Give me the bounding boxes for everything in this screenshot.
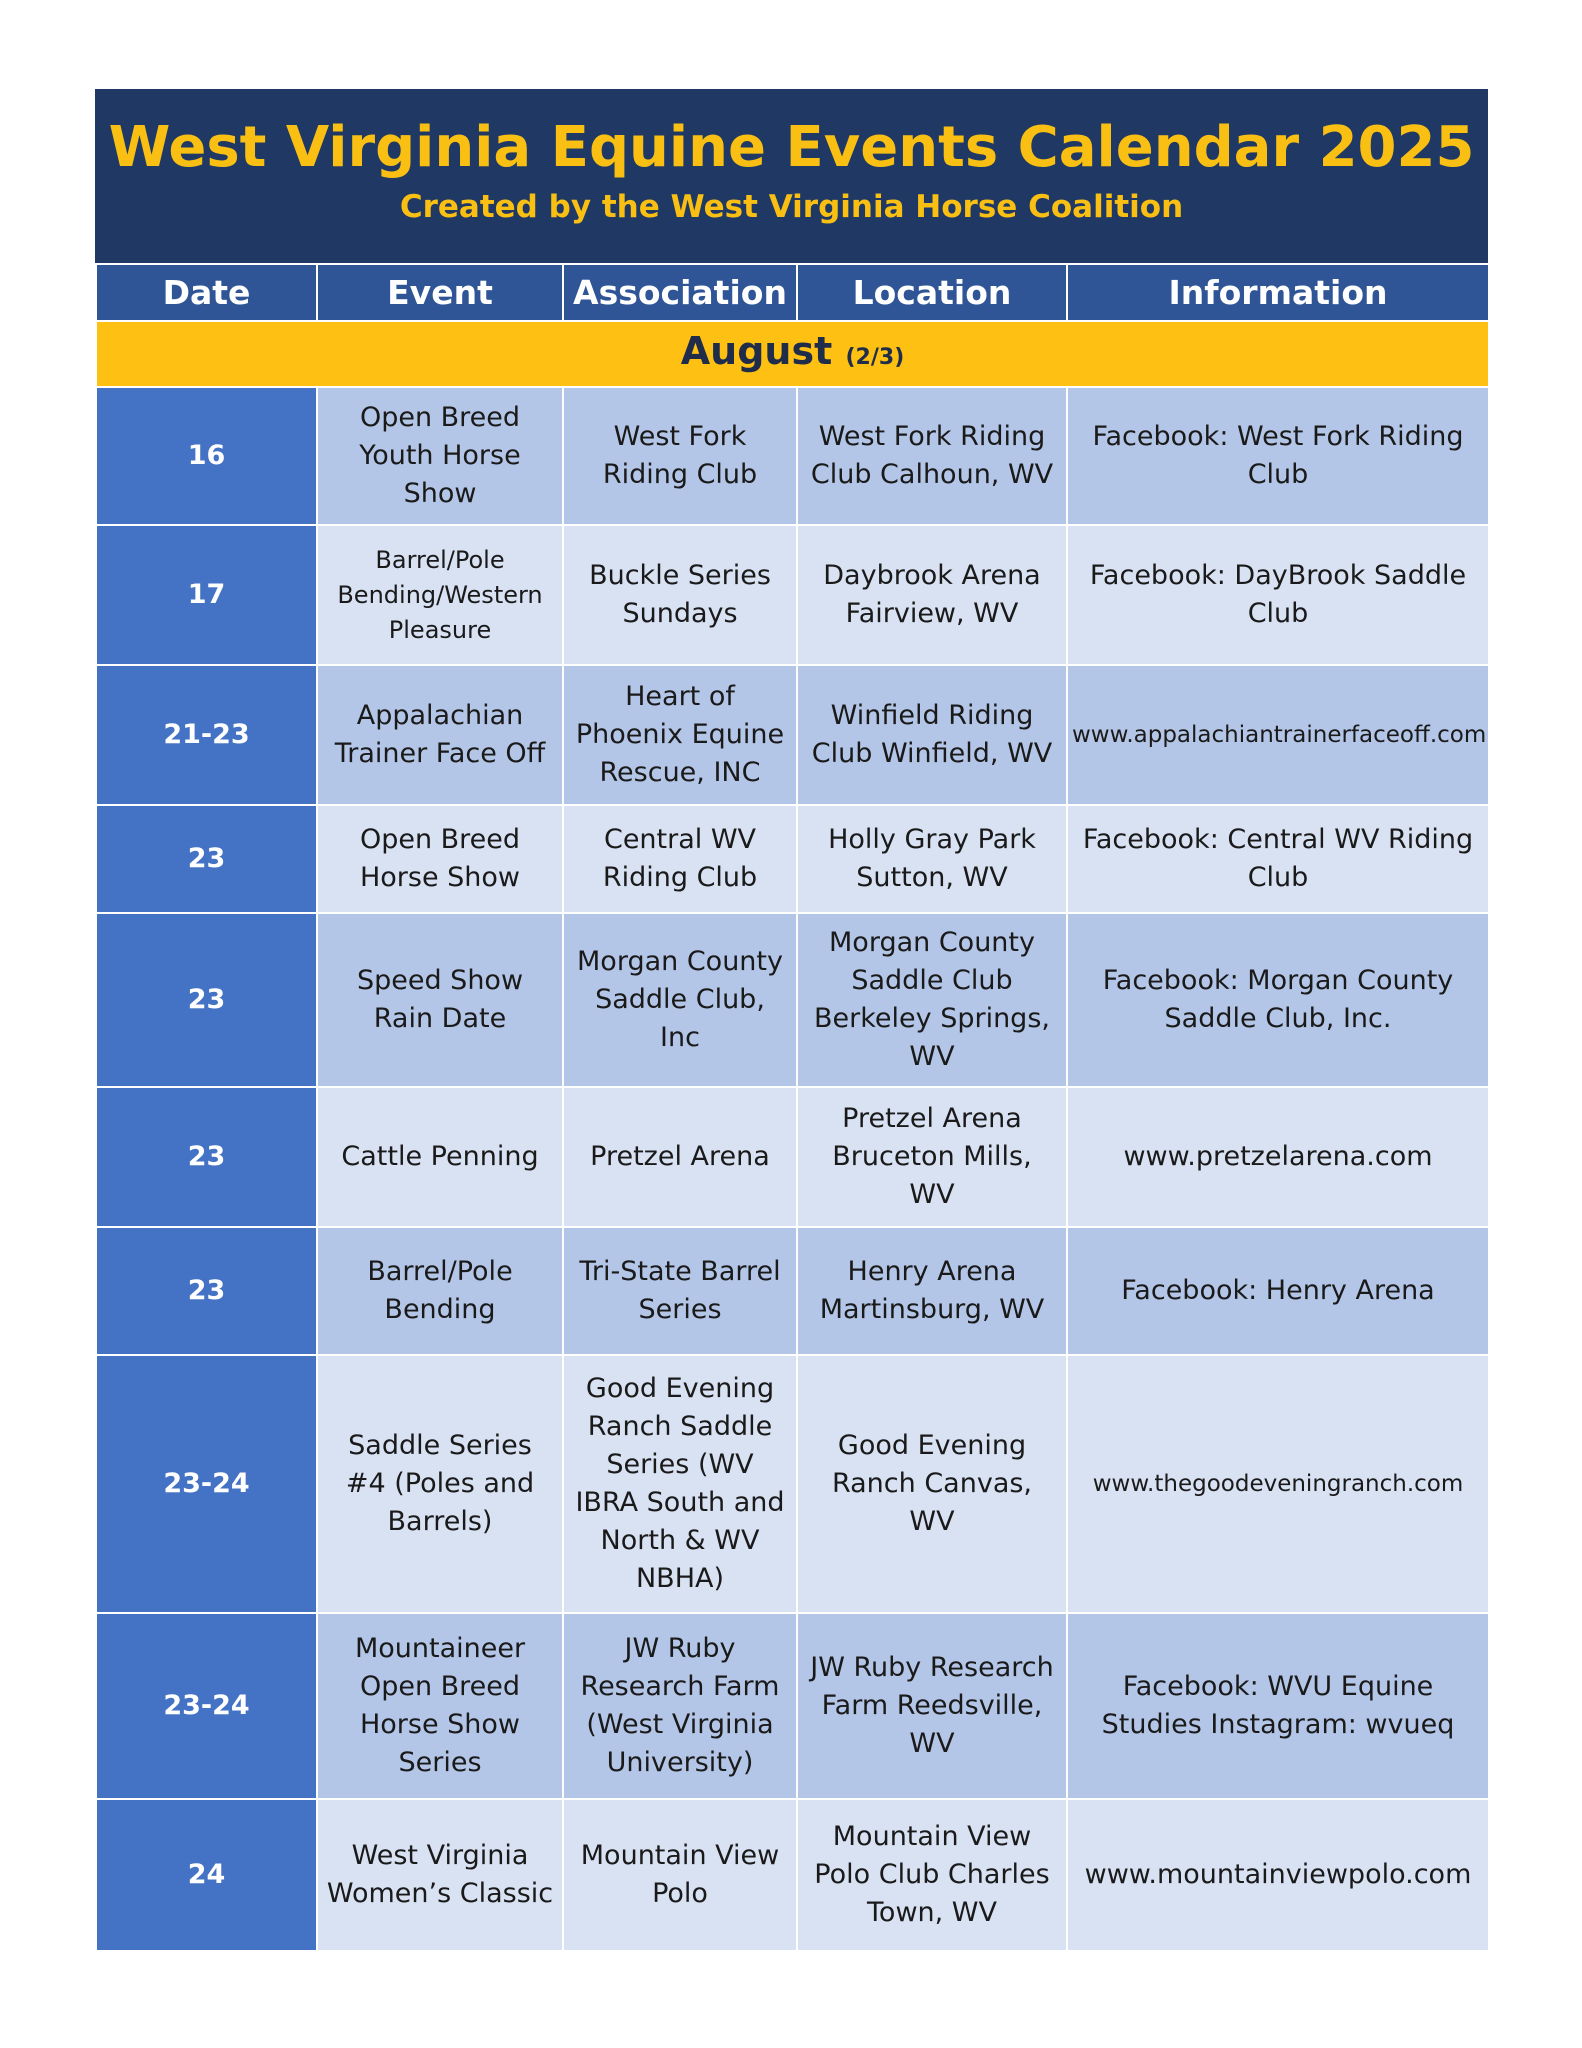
- event-cell: Open Breed Youth Horse Show: [317, 387, 563, 525]
- table-row: [96, 1355, 1489, 1613]
- location-cell: Henry Arena Martinsburg, WV: [797, 1227, 1067, 1355]
- information-cell: www.appalachiantrainerfaceoff.com: [1067, 665, 1489, 805]
- date-cell: 23: [96, 1227, 317, 1355]
- location-cell: Mountain View Polo Club Charles Town, WV: [797, 1799, 1067, 1951]
- table-row: [96, 525, 1489, 665]
- event-cell: Mountaineer Open Breed Horse Show Series: [317, 1613, 563, 1799]
- information-cell: Facebook: Central WV Riding Club: [1067, 805, 1489, 913]
- month-banner: [96, 321, 1489, 387]
- column-header-date: Date: [96, 264, 317, 321]
- month-page-note: (2/3): [845, 344, 905, 370]
- date-cell: 23-24: [96, 1613, 317, 1799]
- association-cell: Morgan County Saddle Club, Inc: [563, 913, 797, 1087]
- event-cell: West Virginia Women’s Classic: [317, 1799, 563, 1951]
- month-name: August: [680, 328, 833, 373]
- table-row: [96, 1227, 1489, 1355]
- table-row: [96, 1613, 1489, 1799]
- month-banner-row: [96, 321, 1489, 387]
- event-cell: Speed Show Rain Date: [317, 913, 563, 1087]
- information-cell: www.pretzelarena.com: [1067, 1087, 1489, 1227]
- location-cell: West Fork Riding Club Calhoun, WV: [797, 387, 1067, 525]
- date-cell: 17: [96, 525, 317, 665]
- association-cell: Central WV Riding Club: [563, 805, 797, 913]
- association-cell: Good Evening Ranch Saddle Series (WV IBRA South and North & WV NBHA): [563, 1355, 797, 1613]
- table-header-row: [96, 264, 1489, 321]
- table-row: [96, 1799, 1489, 1951]
- date-cell: 23: [96, 805, 317, 913]
- event-cell: Barrel/Pole Bending/Western Pleasure: [317, 525, 563, 665]
- date-cell: 21-23: [96, 665, 317, 805]
- association-cell: JW Ruby Research Farm (West Virginia University): [563, 1613, 797, 1799]
- date-cell: 16: [96, 387, 317, 525]
- table-row: [96, 913, 1489, 1087]
- location-cell: Morgan County Saddle Club Berkeley Springs, WV: [797, 913, 1067, 1087]
- location-cell: Holly Gray Park Sutton, WV: [797, 805, 1067, 913]
- date-cell: 24: [96, 1799, 317, 1951]
- event-cell: Barrel/Pole Bending: [317, 1227, 563, 1355]
- event-cell: Saddle Series #4 (Poles and Barrels): [317, 1355, 563, 1613]
- association-cell: Pretzel Arena: [563, 1087, 797, 1227]
- information-cell: Facebook: Morgan County Saddle Club, Inc.: [1067, 913, 1489, 1087]
- date-cell: 23: [96, 913, 317, 1087]
- information-cell: Facebook: Henry Arena: [1067, 1227, 1489, 1355]
- event-cell: Cattle Penning: [317, 1087, 563, 1227]
- association-cell: West Fork Riding Club: [563, 387, 797, 525]
- information-cell: Facebook: West Fork Riding Club: [1067, 387, 1489, 525]
- date-cell: 23: [96, 1087, 317, 1227]
- event-cell: Open Breed Horse Show: [317, 805, 563, 913]
- information-cell: Facebook: DayBrook Saddle Club: [1067, 525, 1489, 665]
- date-cell: 23-24: [96, 1355, 317, 1613]
- column-header-information: Information: [1067, 264, 1489, 321]
- location-cell: Good Evening Ranch Canvas, WV: [797, 1355, 1067, 1613]
- table-row: [96, 1087, 1489, 1227]
- page-title: West Virginia Equine Events Calendar 2025: [108, 115, 1475, 180]
- table-row: [96, 387, 1489, 525]
- table-row: [96, 805, 1489, 913]
- location-cell: JW Ruby Research Farm Reedsville, WV: [797, 1613, 1067, 1799]
- table-row: [96, 665, 1489, 805]
- event-cell: Appalachian Trainer Face Off: [317, 665, 563, 805]
- title-block: [95, 89, 1488, 263]
- page-subtitle: Created by the West Virginia Horse Coalition: [399, 189, 1184, 225]
- association-cell: Buckle Series Sundays: [563, 525, 797, 665]
- information-cell: www.thegoodeveningranch.com: [1067, 1355, 1489, 1613]
- information-cell: www.mountainviewpolo.com: [1067, 1799, 1489, 1951]
- column-header-event: Event: [317, 264, 563, 321]
- events-table: [95, 263, 1490, 1952]
- information-cell: Facebook: WVU Equine Studies Instagram: wvueq: [1067, 1613, 1489, 1799]
- location-cell: Pretzel Arena Bruceton Mills, WV: [797, 1087, 1067, 1227]
- location-cell: Daybrook Arena Fairview, WV: [797, 525, 1067, 665]
- association-cell: Tri-State Barrel Series: [563, 1227, 797, 1355]
- association-cell: Heart of Phoenix Equine Rescue, INC: [563, 665, 797, 805]
- location-cell: Winfield Riding Club Winfield, WV: [797, 665, 1067, 805]
- column-header-location: Location: [797, 264, 1067, 321]
- column-header-association: Association: [563, 264, 797, 321]
- association-cell: Mountain View Polo: [563, 1799, 797, 1951]
- calendar-sheet: [95, 89, 1488, 1952]
